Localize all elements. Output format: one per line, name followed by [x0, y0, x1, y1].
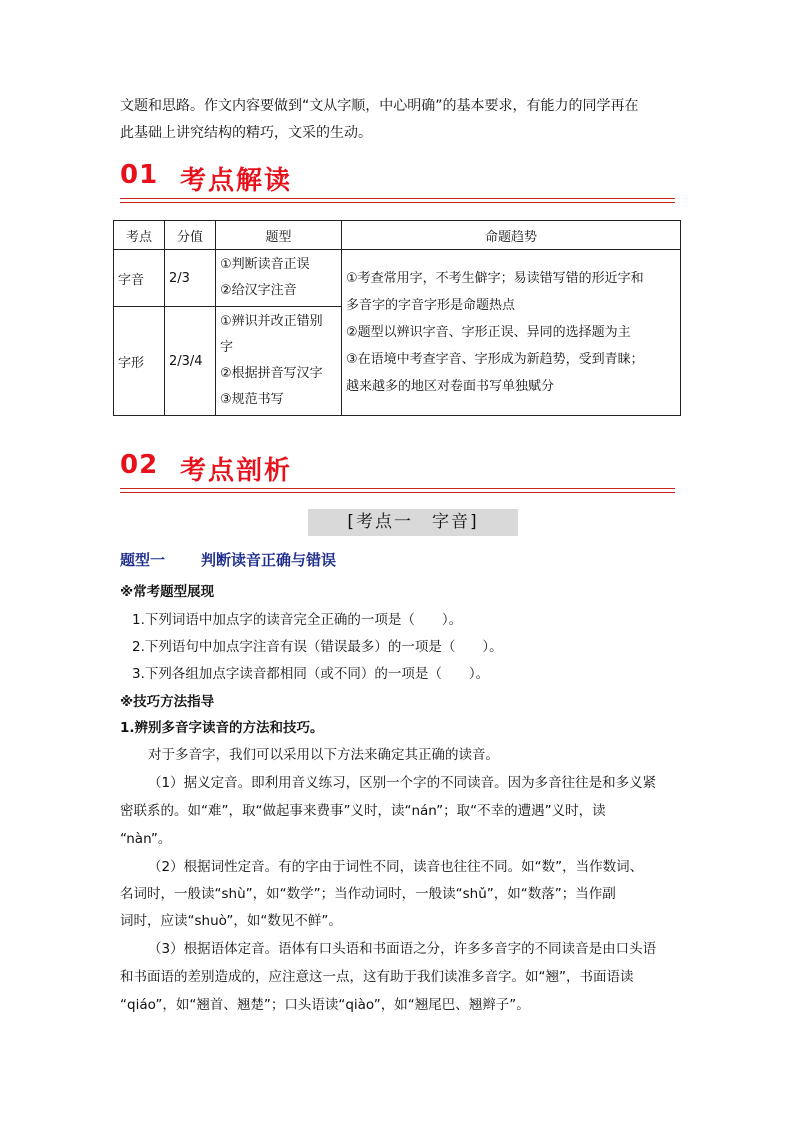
table-header-row — [114, 221, 681, 250]
table-row — [114, 250, 681, 307]
heading-rule — [120, 198, 675, 199]
intro-line: 文题和思路。作文内容要做到“文从字顺，中心明确”的基本要求，有能力的同学再在 — [120, 98, 639, 114]
method-line: “nàn”。 — [120, 831, 172, 847]
section-number: 01 — [120, 160, 159, 190]
table-header-cell: 考点 — [114, 221, 165, 250]
table-cell-types — [216, 250, 342, 307]
table-cell-score: 2/3 — [165, 250, 216, 307]
method-subheading: 1.辨别多音字读音的方法和技巧。 — [120, 720, 324, 736]
section-number: 02 — [120, 450, 159, 480]
common-item: 3.下列各组加点字读音都相同（或不同）的一项是（ ）。 — [132, 666, 490, 682]
type-item: ②根据拼音写汉字 — [220, 366, 323, 381]
method-line: （3）根据语体定音。语体有口头语和书面语之分，许多多音字的不同读音是由口头语 — [148, 941, 657, 957]
method-heading: ※技巧方法指导 — [120, 694, 215, 710]
common-item: 2.下列语句中加点字注音有误（错误最多）的一项是（ ）。 — [132, 639, 503, 655]
question-type-heading — [120, 549, 336, 570]
section-title: 考点剖析 — [180, 456, 293, 486]
trend-line: ③在语境中考查字音、字形成为新趋势，受到青睐； — [346, 352, 644, 367]
table-cell-point: 字音 — [114, 250, 165, 307]
common-heading: ※常考题型展现 — [120, 584, 215, 600]
trend-line: 越来越多的地区对卷面书写单独赋分 — [346, 379, 555, 394]
heading-rule — [120, 492, 675, 493]
method-line: 词时，应读“shuò”，如“数见不鲜”。 — [120, 913, 342, 929]
method-line: （2）根据词性定音。有的字由于词性不同，读音也往往不同。如“数”，当作数词、 — [148, 859, 644, 875]
trend-line: 多音字的字音字形是命题热点 — [346, 298, 516, 313]
question-type-title: 判断读音正确与错误 — [201, 551, 337, 569]
method-line: （1）据义定音。即利用音义练习，区别一个字的不同读音。因为多音往往是和多义紧 — [148, 775, 657, 791]
type-item: ③规范书写 — [220, 392, 284, 407]
table-cell-types — [216, 307, 342, 416]
table-cell-trend — [342, 250, 681, 416]
intro-paragraph — [120, 93, 680, 147]
method-line: 名词时，一般读“shù”，如“数学”；当作动词时，一般读“shǔ”，如“数落”；当作副 — [120, 886, 616, 902]
heading-rule — [120, 488, 675, 489]
table-header-cell: 分值 — [165, 221, 216, 250]
section-heading-2 — [120, 450, 675, 490]
table-header-cell: 题型 — [216, 221, 342, 250]
table-header-cell: 命题趋势 — [342, 221, 681, 250]
method-line: “qiáo”，如“翘首、翘楚”；口头语读“qiào”，如“翘尾巴、翘辫子”。 — [120, 997, 530, 1013]
method-line: 密联系的。如“难”，取“做起事来费事”义时，读“nán”；取“不幸的遭遇”义时，读 — [120, 803, 606, 819]
table-cell-point: 字形 — [114, 307, 165, 416]
exam-point-table — [113, 220, 681, 416]
trend-line: ②题型以辨识字音、字形正误、异同的选择题为主 — [346, 325, 631, 340]
intro-line: 此基础上讲究结构的精巧，文采的生动。 — [120, 125, 372, 141]
type-item: 字 — [220, 340, 234, 355]
section-heading-1 — [120, 160, 675, 200]
type-item: ②给汉字注音 — [220, 283, 297, 298]
method-line: 对于多音字，我们可以采用以下方法来确定其正确的读音。 — [148, 747, 499, 763]
common-item: 1.下列词语中加点字的读音完全正确的一项是（ ）。 — [132, 612, 463, 628]
heading-rule — [120, 202, 675, 203]
section-title: 考点解读 — [180, 166, 293, 196]
topic-banner: [考点一 字音] — [308, 509, 518, 536]
type-item: ①判断读音正误 — [220, 257, 310, 272]
question-type-label: 题型一 — [120, 551, 166, 569]
trend-line: ①考查常用字，不考生僻字；易读错写错的形近字和 — [346, 271, 644, 286]
type-item: ①辨识并改正错别 — [220, 314, 323, 329]
method-line: 和书面语的差别造成的，应注意这一点，这有助于我们读准多音字。如“翘”，书面语读 — [120, 969, 634, 985]
table-cell-score: 2/3/4 — [165, 307, 216, 416]
